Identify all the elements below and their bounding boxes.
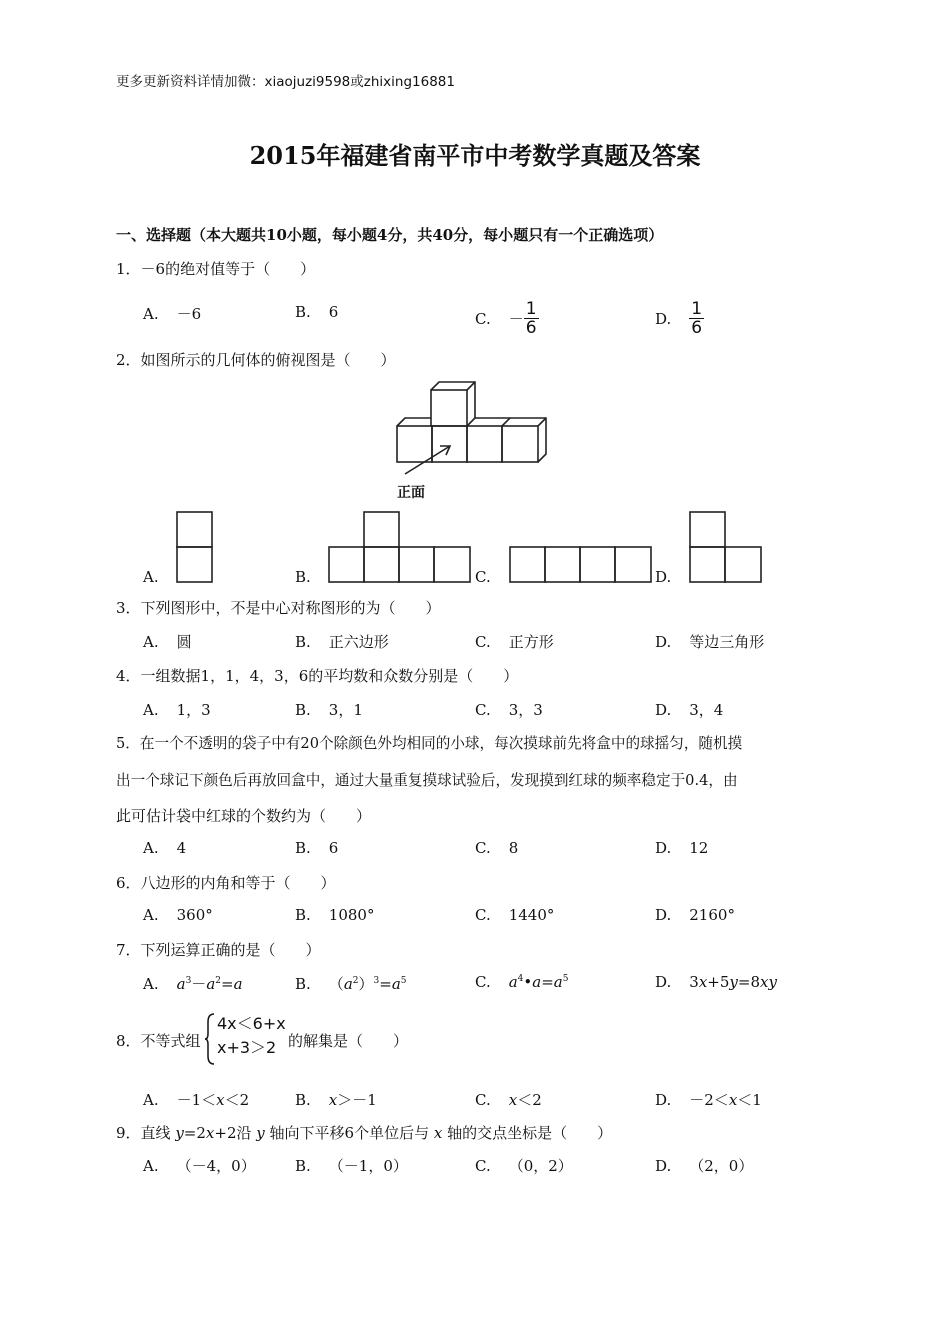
fraction: $\frac{1}{6}$ — [691, 299, 703, 338]
q5-option-d: D. 12 — [655, 839, 709, 857]
q2-option-c-label: C. — [475, 568, 491, 586]
q1-option-b: B. 6 — [295, 303, 339, 321]
brace-icon — [204, 1012, 216, 1066]
q9-option-c: C. （0，2） — [475, 1157, 573, 1175]
q2-option-d-figure — [689, 511, 764, 583]
q2-option-a-label: A. — [143, 568, 159, 586]
q6-option-b: B. 1080° — [295, 906, 375, 924]
q3-option-c: C. 正方形 — [475, 633, 554, 651]
q9-option-d: D. （2，0） — [655, 1157, 754, 1175]
q8-option-a: A. －1＜x＜2 — [143, 1091, 250, 1109]
q4-option-c: C. 3，3 — [475, 701, 543, 719]
q4-stem: 4．一组数据1，1，4，3，6的平均数和众数分别是（ ） — [116, 667, 519, 685]
q3-option-a: A. 圆 — [143, 633, 192, 651]
q2-option-b-figure — [328, 511, 473, 583]
q1-stem: 1．－6的绝对值等于（ ） — [116, 260, 316, 278]
q3-stem: 3．下列图形中，不是中心对称图形的为（ ） — [116, 599, 441, 617]
q2-option-d-label: D. — [655, 568, 672, 586]
header-note: 更多更新资料详情加微：xiaojuzi9598或zhixing16881 — [116, 74, 455, 90]
q2-option-c-figure — [509, 546, 654, 583]
q2-option-b-label: B. — [295, 568, 311, 586]
front-view-label: 正面 — [397, 485, 425, 501]
q7-option-a: A. $a^3-a^2=a$ — [143, 975, 243, 993]
q8-stem-post: 的解集是（ ） — [288, 1032, 409, 1050]
q6-stem: 6．八边形的内角和等于（ ） — [116, 874, 336, 892]
section-heading: 一、选择题（本大题共10小题，每小题4分，共40分，每小题只有一个正确选项） — [116, 226, 664, 244]
q7-stem: 7．下列运算正确的是（ ） — [116, 941, 321, 959]
q1-option-d: D. $\frac{1}{6}$ — [655, 299, 703, 338]
q5-line-2: 出一个球记下颜色后再放回盒中，通过大量重复摸球试验后，发现摸到红球的频率稳定于0.4，由 — [116, 772, 738, 789]
q7-option-b: B. $(a^2)^3=a^5$ — [295, 975, 407, 993]
q7-option-c: C. $a^4•a=a^5$ — [475, 973, 569, 991]
q8-option-c: C. x＜2 — [475, 1091, 542, 1109]
fraction: $\frac{1}{6}$ — [525, 299, 537, 338]
q1-option-a: A. －6 — [143, 305, 202, 323]
q3-option-b: B. 正六边形 — [295, 633, 389, 651]
inequality-system — [217, 1012, 286, 1060]
q9-stem: 9．直线 y=2x+2沿 y 轴向下平移6个单位后与 x 轴的交点坐标是（ ） — [116, 1124, 613, 1142]
q9-option-a: A. （－4，0） — [143, 1157, 256, 1175]
q8-stem-pre: 8．不等式组 — [116, 1032, 201, 1050]
q2-stem: 2．如图所示的几何体的俯视图是（ ） — [116, 351, 396, 369]
q6-option-a: A. 360° — [143, 906, 213, 924]
q4-option-d: D. 3，4 — [655, 701, 724, 719]
q8-option-d: D. －2＜x＜1 — [655, 1091, 762, 1109]
q6-option-d: D. 2160° — [655, 906, 735, 924]
q5-option-a: A. 4 — [143, 839, 187, 857]
q5-line-1: 5．在一个不透明的袋子中有20个除颜色外均相同的小球，每次摸球前先将盒中的球摇匀，随机摸 — [116, 735, 743, 752]
q4-option-a: A. 1，3 — [143, 701, 211, 719]
inequality-1: 4x＜6+x — [217, 1014, 286, 1033]
q9-option-b: B. （－1，0） — [295, 1157, 408, 1175]
q7-option-d: D. 3x+5y=8xy — [655, 973, 777, 991]
q6-option-c: C. 1440° — [475, 906, 555, 924]
q1-option-c: C. － $\frac{1}{6}$ — [475, 299, 537, 338]
q5-option-b: B. 6 — [295, 839, 339, 857]
q2-option-a-figure — [176, 511, 214, 583]
q5-line-3: 此可估计袋中红球的个数约为（ ） — [116, 807, 372, 825]
q5-option-c: C. 8 — [475, 839, 519, 857]
page-title: 2015年福建省南平市中考数学真题及答案 — [249, 141, 701, 170]
q4-option-b: B. 3，1 — [295, 701, 363, 719]
inequality-2: x+3＞2 — [217, 1038, 277, 1057]
q3-option-d: D. 等边三角形 — [655, 633, 765, 651]
q8-option-b: B. x＞－1 — [295, 1091, 377, 1109]
